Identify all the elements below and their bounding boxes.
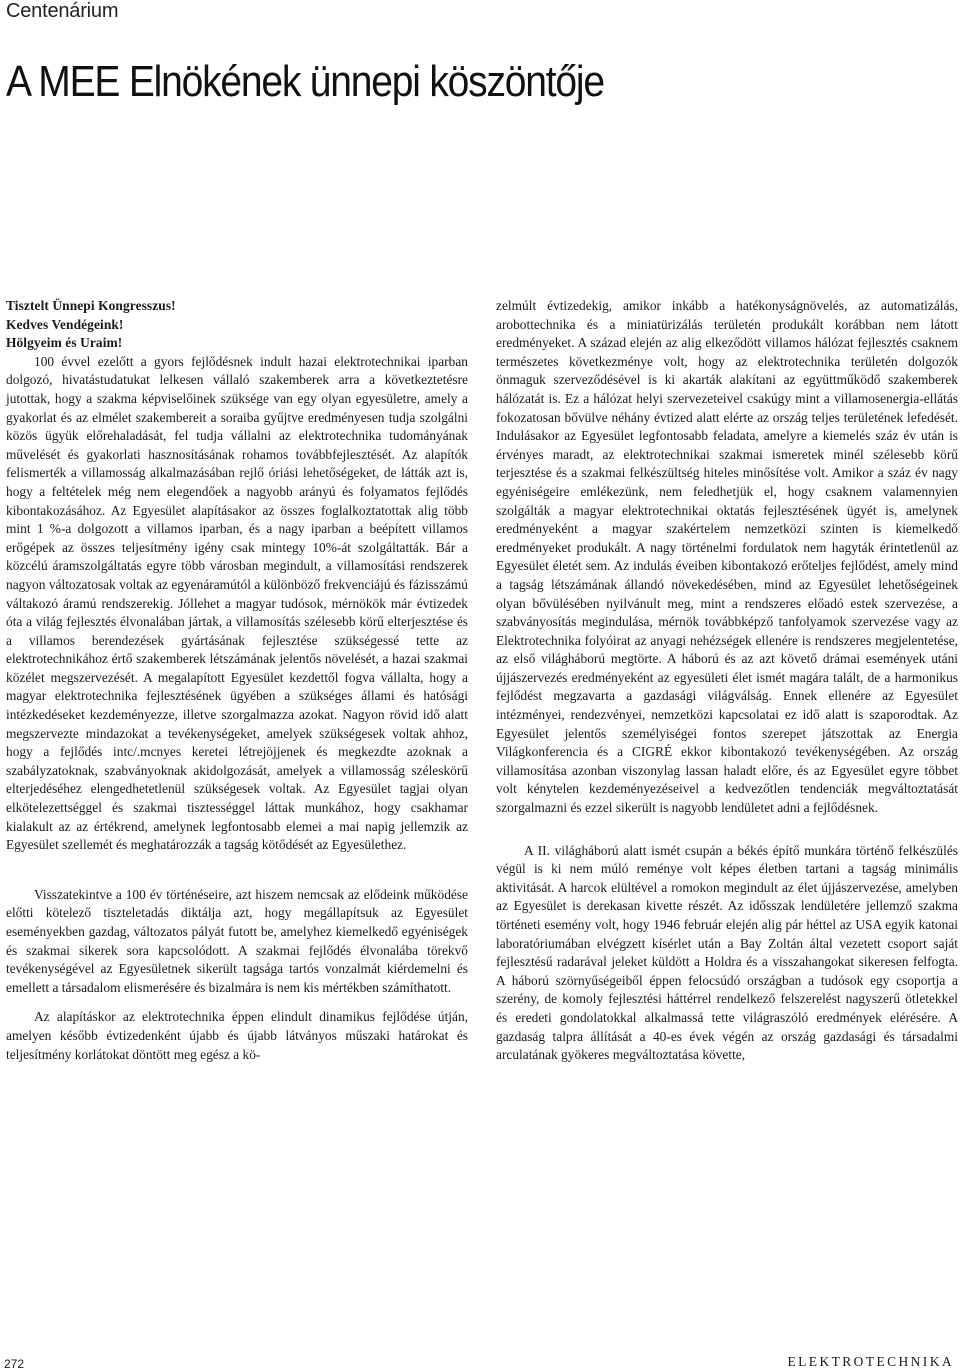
right-column xyxy=(496,297,958,1065)
body-paragraph: Visszatekintve a 100 év történéseire, azt hiszem nemcsak az elődeink működése előtti kötelező tiszteletadás diktálja azt, hogy megállapítsuk az Egyesület eseményekben gazdag, változatos pályát futott be, amelyhez kiemelkedő egyéniségek és szakmai sikerek sora kapcsolódott. A szakmai fejlődés élvonalába törekvő tevékenységével az Egyesületnek sikerült tagsága tartós vonzalmát kiérdemelni és emellett a társadalom elismerésére és bizalmára is nem kis mértékben számíthatott. xyxy=(6,886,468,995)
page-number: 272 xyxy=(4,1357,25,1371)
body-paragraph: A II. világháború alatt ismét csupán a békés építő munkára történő felkészülés végül is ki nem múló reménye volt képes életben tartani a tagság minimális aktivitását. A harcok elültével a romokon megindult az élet újjászervezése, amelyben az Egyesület is derekasan kivette részét. Az idősszak lendületére jellemző szakma történeti esemény volt, hogy 1946 február elején alig pár héttel az USA egyik katonai laboratóriumában elvégzett kísérlet után a Bay Zoltán által vezetett csoport saját fejlesztésű radarával jeleket küldött a Holdra és a visszahangokat sikeresen felfogta. A háború szörnyűségeiből éppen felocsúdó országban a tudósok egy csoportja a szerény, de komoly fejlesztési háttérrel rendelkező felszerelést nagyszerű ötletekkel és eredeti gondolatokkal alkalmassá tette világraszóló eredmények elérésére. A gazdaság talpra állítását a 40-es évek végén az ország gazdasági és társadalmi arculatának gyökeres megváltoztatása követte, xyxy=(496,842,958,1063)
greeting-line: Hölgyeim és Uraim! xyxy=(6,335,123,351)
body-paragraph: Az alapításkor az elektrotechnika éppen elindult dinamikus fejlődése útján, amelyen később évtizedenként újabb és újabb látványos műszaki határokat és teljesítmény korlátokat döntött meg egész a kö- xyxy=(6,1009,468,1062)
greeting-line: Kedves Vendégeink! xyxy=(6,316,124,332)
greeting-line: Tisztelt Ünnepi Kongresszus! xyxy=(6,298,176,313)
section-label: Centenárium xyxy=(6,0,119,22)
left-column xyxy=(6,297,468,1064)
body-paragraph: zelmúlt évtizedekig, amikor inkább a hatékonyságnövelés, az automatizálás, arobottechnika és a miniatürizálás területén produkált korábban nem látott eredményeket. A század elején az alig elkeződött villamos hálózat fejlesztés csaknem természetes következménye volt, hogy az elektrotechnika területén dolgozók önmaguk szerveződésével is ki akarták alakítani az együttműködő szakemberek hálózatát is. Ez a hálózat helyi szervezeteivel csakúgy mint a villamosenergia-ellátás fokozatosan bővülve néhány évtized alatt elérte az ország teljes területének lefedését. Indulásakor az Egyesület legfontosabb feladata, amelyre a kiemelés száz év után is érvényes maradt, az elektrotechnikai szakmai ismeretek minél szélesebb körű terjesztése és a szakmai felkészültség hiteles minősítése volt. Amikor a száz év nagy egyéniségeire emlékezünk, nem feledhetjük el, hogy csaknem valamennyien szolgálták a magyar elektrotechnikai oktatás fejlesztésének ügyét is, amelynek eredményeként a magyar szakértelem nemzetközi szinten is kiemelkedő eredményeket produkált. A nagy történelmi fordulatok nem hagyták érintetlenül az Egyesület életét sem. Az indulás éveiben kibontakozó erőteljes fejlődést, amely mind a tagság létszámának állandó növekedésében, mind az Egyesület lehetőségeinek olyan bővülésében nyilvánult meg, mint a rendszeres előadó estek szervezése, a szabványosítás megindulása, mérnök továbbképző tanfolyamok szervezése vagy az Elektrotechnika folyóirat az anyagi nehézségek ellenére is rendszeres megjelentetése, az első világháború megtörte. A háború és az azt követő drámai események utáni újjászervezés eredményeként az egyesületi élet ismét magára talált, de a harmonikus fejlődést megzavarta a gazdasági világválság. Ennek ellenére az Egyesület intézményei, rendezvényei, nemzetközi kapcsolatai ez idő alatt is szaporodtak. Az Egyesület jelentős személyiségei fontos szerepet játszottak az Energia Világkonferencia és a CIGRÉ ekkor kibontakozó tevékenységében. Az ország villamosítása azonban viszonylag lassan haladt előre, és az Egyesület egyre többet volt kénytelen kezdeményezéseivel a kedvezőtlen tendenciák megváltoztatását szorgalmazni és ezzel sikerült is nagyobb lendületet adni a fejlődésnek. xyxy=(496,298,958,816)
article-title: A MEE Elnökének ünnepi köszöntője xyxy=(6,58,604,107)
body-paragraph: 100 évvel ezelőtt a gyors fejlődésnek indult hazai elektrotechnikai iparban dolgozó, hivatástudatukat lelkesen vállaló szakemberek arra a következtetésre jutottak, hogy a szakma képviselőinek szüksége van egy olyan egyesületre, amely a gyakorlat és az elmélet szakembereit a soraiba gyűjtve eredményesen tudja szolgálni közös ügyük előrehaladását, fel tudja vállalni az elektrotechnika tudományának művelését és gyakorlati hasznosításának rohamos továbbfejlesztését. Az alapítók felismerték a villamosság alkalmazásában rejlő óriási lehetőségeket, de látták azt is, hogy a feltételek még nem elegendőek a nagyobb arányú és folyamatos fejlődés kibontakozásához. Az Egyesület alapításakor az összes foglalkoztatottak alig több mint 1 %-a dolgozott a villamos iparban, és a nagy iparban a beépített villamos erőgépek az összes teljesítmény igény csak mintegy 10%-át szolgáltatták. Bár a közcélú áramszolgáltatás egyre több városban megindult, a villamosítási rendszerek nagyon változatosak voltak az egyenáramútól a különböző frekvenciájú és fázisszámú váltakozó áramú rendszerekig. Jóllehet a magyar tudósok, mérnökök már évtizedek óta a világ fejlesztés élvonalában jártak, a villamosítás szélesebb körű elterjesztése és a villamos berendezések gyártásának fejlesztése szükségessé tette az elektrotechnikához értő szakemberek létszámának jelentős növelését, a hazai szakmai közélet megszervezését. A megalapított Egyesület kezdettől fogva vállalta, hogy a magyar elektrotechnika fejlesztésének ügyében a szükséges állami és hatósági intézkedéseket kezdeményezze, illetve szorgalmazza azokat. Nagyon rövid idő alatt megszervezte mindazokat a tevékenységeket, amelyek szükségesek voltak ahhoz, hogy a fejlődés intc/.mcnyes keretei létrejöjjenek és megkezdte azoknak a szabályzatoknak, szabványoknak akidolgozását, amelyek a villamosság széleskörű elterjedéséhez elengedhetetlenül szükségesek voltak. Az Egyesület tagjai olyan elkötelezettséggel és szakmai tisztességgel láttak munkához, hogy csakhamar kialakult az az értékrend, amelynek legfontosabb elemei a mai napig jellemzik az Egyesület szellemét és meghatározzák a tagság kötődését az Egyesülethez. xyxy=(6,353,468,853)
journal-name: ELEKTROTECHNIKA xyxy=(787,1354,954,1369)
